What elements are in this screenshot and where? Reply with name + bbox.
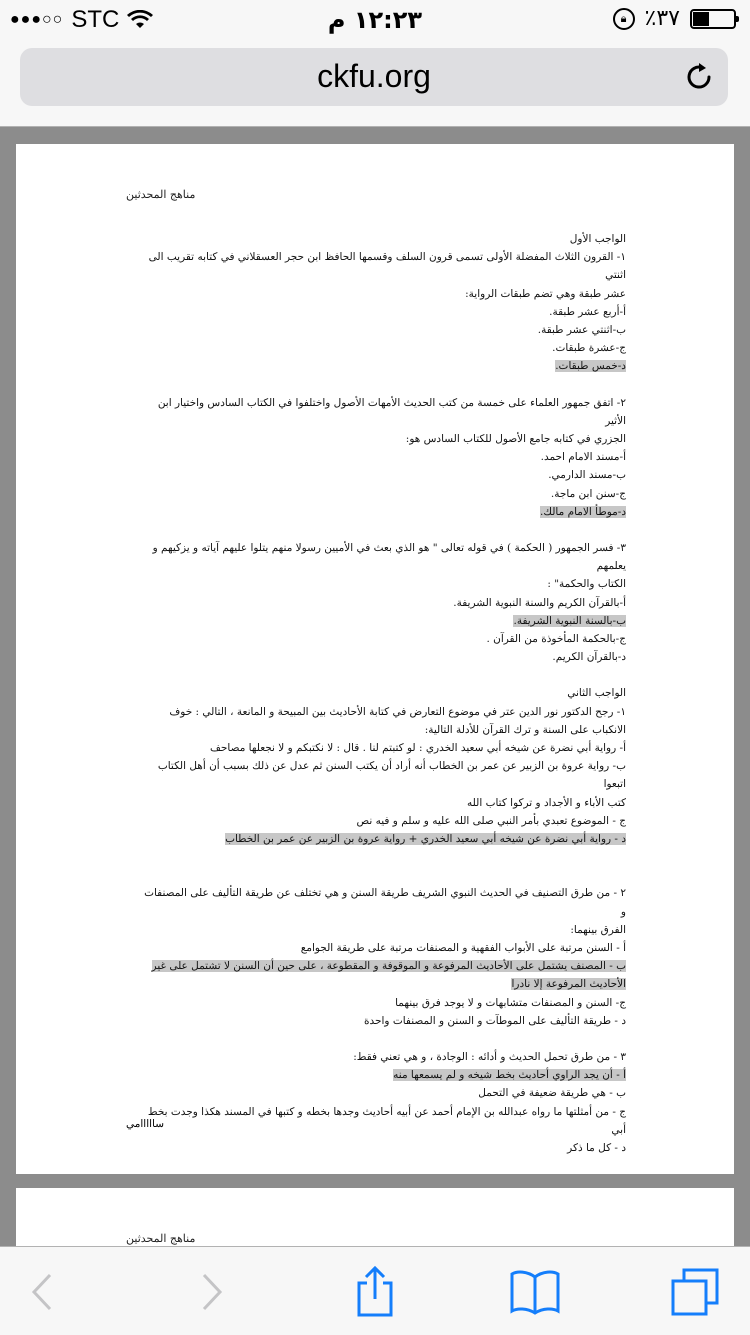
line-text: الجزري في كتابه جامع الأصول للكتاب السادس هو: (405, 433, 626, 446)
rotation-lock-icon: 🔒︎ (613, 8, 635, 30)
line-text: ب-مسند الدارمي. (548, 469, 626, 482)
document-line (144, 230, 626, 248)
selected-answer: أ - أن يجد الراوي أحاديث بخط شيخه و لم يسمعها منه (393, 1069, 626, 1082)
document-line (144, 503, 626, 521)
blank-line (144, 848, 626, 866)
share-button[interactable] (348, 1265, 402, 1319)
document-line (144, 303, 626, 321)
back-button[interactable] (16, 1265, 70, 1319)
line-text: الكتاب والحكمة" : (547, 578, 626, 591)
document-line (144, 830, 626, 848)
line-text: ٢- اتفق جمهور العلماء على خمسة من كتب الحديث الأمهات الأصول واختلفوا في الكتاب السادس واختيار ابن الأثير (157, 396, 626, 427)
tabs-icon (670, 1267, 720, 1317)
signature: سااااامي (126, 1118, 165, 1130)
line-text: ب-اثنتي عشر طبقة. (537, 324, 626, 337)
document-line (144, 757, 626, 793)
selected-answer: ب - المصنف يشتمل على الأحاديث المرفوعة و الموقوفة و المقطوعة ، على حين أن السنن لا تشتمل على غير (151, 960, 626, 973)
line-text: ج - من أمثلتها ما رواه عبدالله بن الإمام أحمد عن أبيه أحاديث وجدها بخطه و كتبها في المسند هكذا وجدت بخط أبي (147, 1105, 626, 1136)
document-line (144, 1103, 626, 1139)
tabs-button[interactable] (668, 1265, 722, 1319)
line-text: ٢ - من طرق التصنيف في الحديث النبوي الشريف طريقة السنن و هي تختلف عن طريقة التأليف على المصنفات و (144, 887, 626, 918)
document-line (144, 721, 626, 739)
bookmarks-button[interactable] (508, 1265, 562, 1319)
document-line (144, 466, 626, 484)
selected-answer: د-خمس طبقات. (555, 360, 626, 373)
url-text[interactable]: ckfu.org (317, 58, 431, 94)
line-text: أ-أربع عشر طبقة. (549, 305, 626, 318)
document-line (144, 684, 626, 702)
document-line (144, 612, 626, 630)
document-line (144, 1012, 626, 1030)
document-line (144, 339, 626, 357)
document-line (144, 539, 626, 575)
line-text: د - طريقة التأليف على الموطآت و السنن و المصنفات واحدة (363, 1014, 626, 1027)
document-line (144, 975, 626, 993)
forward-button[interactable] (184, 1265, 238, 1319)
line-text: ٣ - من طرق تحمل الحديث و أدائه : الوجادة ، و هي تعني فقط: (353, 1050, 626, 1063)
document-line (144, 812, 626, 830)
status-bar (0, 0, 750, 40)
forward-arrow-icon (196, 1272, 226, 1312)
line-text: أ-بالقرآن الكريم والسنة النبوية الشريفة. (453, 596, 626, 609)
back-arrow-icon (28, 1272, 58, 1312)
line-text: د-بالقرآن الكريم. (552, 651, 626, 664)
line-text: كتب الأباء و الأجداد و تركوا كتاب الله (467, 796, 626, 809)
battery-icon (690, 9, 736, 29)
document-line (144, 248, 626, 284)
blank-line (144, 866, 626, 884)
blank-line (144, 521, 626, 539)
document-line (144, 485, 626, 503)
document-line (144, 1066, 626, 1084)
document-line (144, 321, 626, 339)
line-text: ج - الموضوع تعبدي بأمر النبي صلى الله عليه و سلم و فيه نص (356, 814, 626, 827)
document-body (144, 230, 626, 1157)
line-text: الفرق بينهما: (570, 923, 626, 936)
line-text: الواجب الثاني (567, 687, 626, 700)
line-text: ج- السنن و المصنفات متشابهات و لا يوجد فرق بينهما (395, 996, 626, 1009)
battery-level (693, 12, 709, 26)
signal-strength-icon: ●●●○○ (10, 11, 64, 28)
document-line (144, 1048, 626, 1066)
page-header: مناهج المحدثين (126, 188, 196, 201)
document-line (144, 630, 626, 648)
line-text: ١- القرون الثلاث المفضلة الأولى تسمى قرون السلف وقسمها الحافظ ابن حجر العسقلاني في كتابه تقريب الى اثنتي (148, 251, 626, 282)
document-line (144, 575, 626, 593)
line-text: الواجب الأول (569, 233, 626, 245)
document-line (144, 394, 626, 430)
line-text: ج-بالحكمة المأخوذة من القرآن . (486, 633, 626, 646)
address-bar[interactable] (20, 48, 728, 106)
line-text: أ - السنن مرتبة على الأبواب الفقهية و المصنفات مرتبة على طريقة الجوامع (300, 941, 626, 954)
browser-toolbar (0, 1246, 750, 1335)
line-text: ج-عشرة طبقات. (552, 342, 626, 355)
line-text: أ- رواية أبي نضرة عن شيخه أبي سعيد الخدري : لو كتبتم لنا . قال : لا نكتبكم و لا نجعلها مصاحف (210, 742, 626, 755)
document-line (144, 594, 626, 612)
document-line (144, 884, 626, 920)
selected-answer: الأحاديث المرفوعة إلا نادرا (511, 978, 626, 991)
blank-line (144, 1030, 626, 1048)
document-line (144, 794, 626, 812)
line-text: ١- رجح الدكتور نور الدين عتر في موضوع التعارض في كتابة الأحاديث بين المبيحة و المانعة ، التالي : خوف (169, 705, 626, 718)
line-text: ب- رواية عروة بن الزبير عن عمر بن الخطاب أنه أراد أن يكتب السنن ثم عدل عن ذلك بسبب أن أهل الكتاب اتبعوا (157, 760, 626, 791)
document-line (144, 957, 626, 975)
document-line (144, 921, 626, 939)
document-line (144, 1139, 626, 1157)
line-text: د - كل ما ذكر (567, 1141, 626, 1154)
carrier-name: STC (71, 6, 120, 33)
document-line (144, 939, 626, 957)
document-line (144, 648, 626, 666)
status-time: ١٢:٢٣ م (327, 6, 423, 34)
document-line (144, 994, 626, 1012)
line-text: أ-مسند الامام احمد. (540, 451, 626, 464)
blank-line (144, 666, 626, 684)
share-icon (353, 1265, 397, 1319)
document-line (144, 357, 626, 375)
browser-nav-bar (0, 40, 750, 127)
document-line (144, 1084, 626, 1102)
reload-icon[interactable] (682, 60, 716, 94)
page-header: مناهج المحدثين (126, 1232, 196, 1245)
document-line (144, 285, 626, 303)
line-text: ج-سنن ابن ماجة. (550, 487, 626, 500)
selected-answer: د-موطأ الامام مالك. (540, 505, 626, 518)
line-text: عشر طبقة وهي تضم طبقات الرواية: (465, 287, 626, 300)
document-line (144, 430, 626, 448)
document-line (144, 703, 626, 721)
line-text: ب - هي طريقة ضعيفة في التحمل (478, 1087, 626, 1100)
status-right (613, 6, 736, 31)
book-icon (509, 1269, 561, 1315)
document-line (144, 448, 626, 466)
document-line (144, 739, 626, 757)
document-page-1 (16, 144, 734, 1174)
line-text: ٣- فسر الجمهور ( الحكمة ) في قوله تعالى " هو الذي بعث في الأميين رسولا منهم يتلوا عليهم آياته و يزكيهم و يعلمهم (152, 542, 626, 573)
battery-percent: ٪٣٧ (644, 6, 680, 31)
blank-line (144, 376, 626, 394)
selected-answer: د - رواية أبي نضرة عن شيخه أبي سعيد الخدري + رواية عروة بن الزبير عن عمر بن الخطاب (225, 833, 626, 846)
selected-answer: ب-بالسنة النبوية الشريفة. (513, 614, 626, 627)
line-text: الانكباب على السنة و ترك القرآن للأدلة التالية: (424, 723, 626, 736)
